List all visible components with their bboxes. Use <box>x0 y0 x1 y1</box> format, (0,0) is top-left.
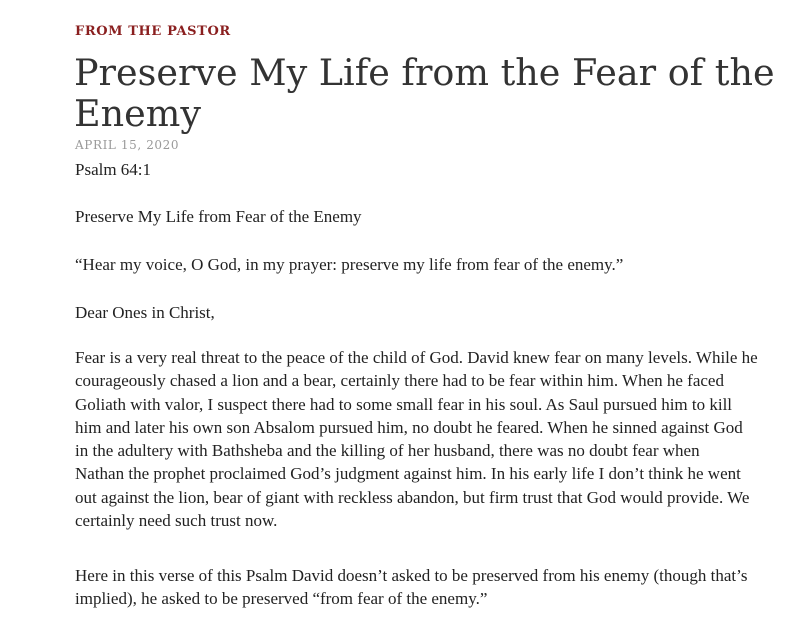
paragraph-1-line: him and later his own son Absalom pursued him, no doubt he feared. When he sinned against God <box>75 417 743 437</box>
paragraph-2-line: Here in this verse of this Psalm David doesn’t asked to be preserved from his enemy (though that’s <box>75 566 748 585</box>
salutation: Dear Ones in Christ, <box>75 303 215 322</box>
paragraph-1-line: out against the lion, bear of giant with reckless abandon, but firm trust that God would provide. We <box>75 487 750 507</box>
paragraph-1 <box>75 346 785 532</box>
article-subtitle: Preserve My Life from Fear of the Enemy <box>75 207 362 226</box>
verse-quote: “Hear my voice, O God, in my prayer: preserve my life from fear of the enemy.” <box>75 255 624 274</box>
paragraph-1-line: Goliath with valor, I suspect there had to some small fear in his soul. As Saul pursued him to kill <box>75 394 733 414</box>
article-title: Preserve My Life from the Fear of the Enemy <box>74 51 775 135</box>
paragraph-2-line: implied), he asked to be preserved “from fear of the enemy.” <box>75 589 488 609</box>
paragraph-1-line: certainly need such trust now. <box>75 511 278 531</box>
paragraph-1-line: Fear is a very real threat to the peace of the child of God. David knew fear on many levels. While he <box>75 348 758 367</box>
paragraph-1-line: in the adultery with Bathsheba and the killing of her husband, there was no doubt fear when <box>75 441 700 461</box>
paragraph-1-line: Nathan the prophet proclaimed God’s judgment against him. In his early life I don’t think he went <box>75 464 741 484</box>
article-category[interactable]: FROM THE PASTOR <box>75 24 231 39</box>
paragraph-1-line: courageously chased a lion and a bear, certainly there had to be fear within him. When he faced <box>75 371 724 391</box>
paragraph-2 <box>75 564 785 611</box>
scripture-reference: Psalm 64:1 <box>75 160 152 179</box>
article-date: APRIL 15, 2020 <box>75 138 180 152</box>
